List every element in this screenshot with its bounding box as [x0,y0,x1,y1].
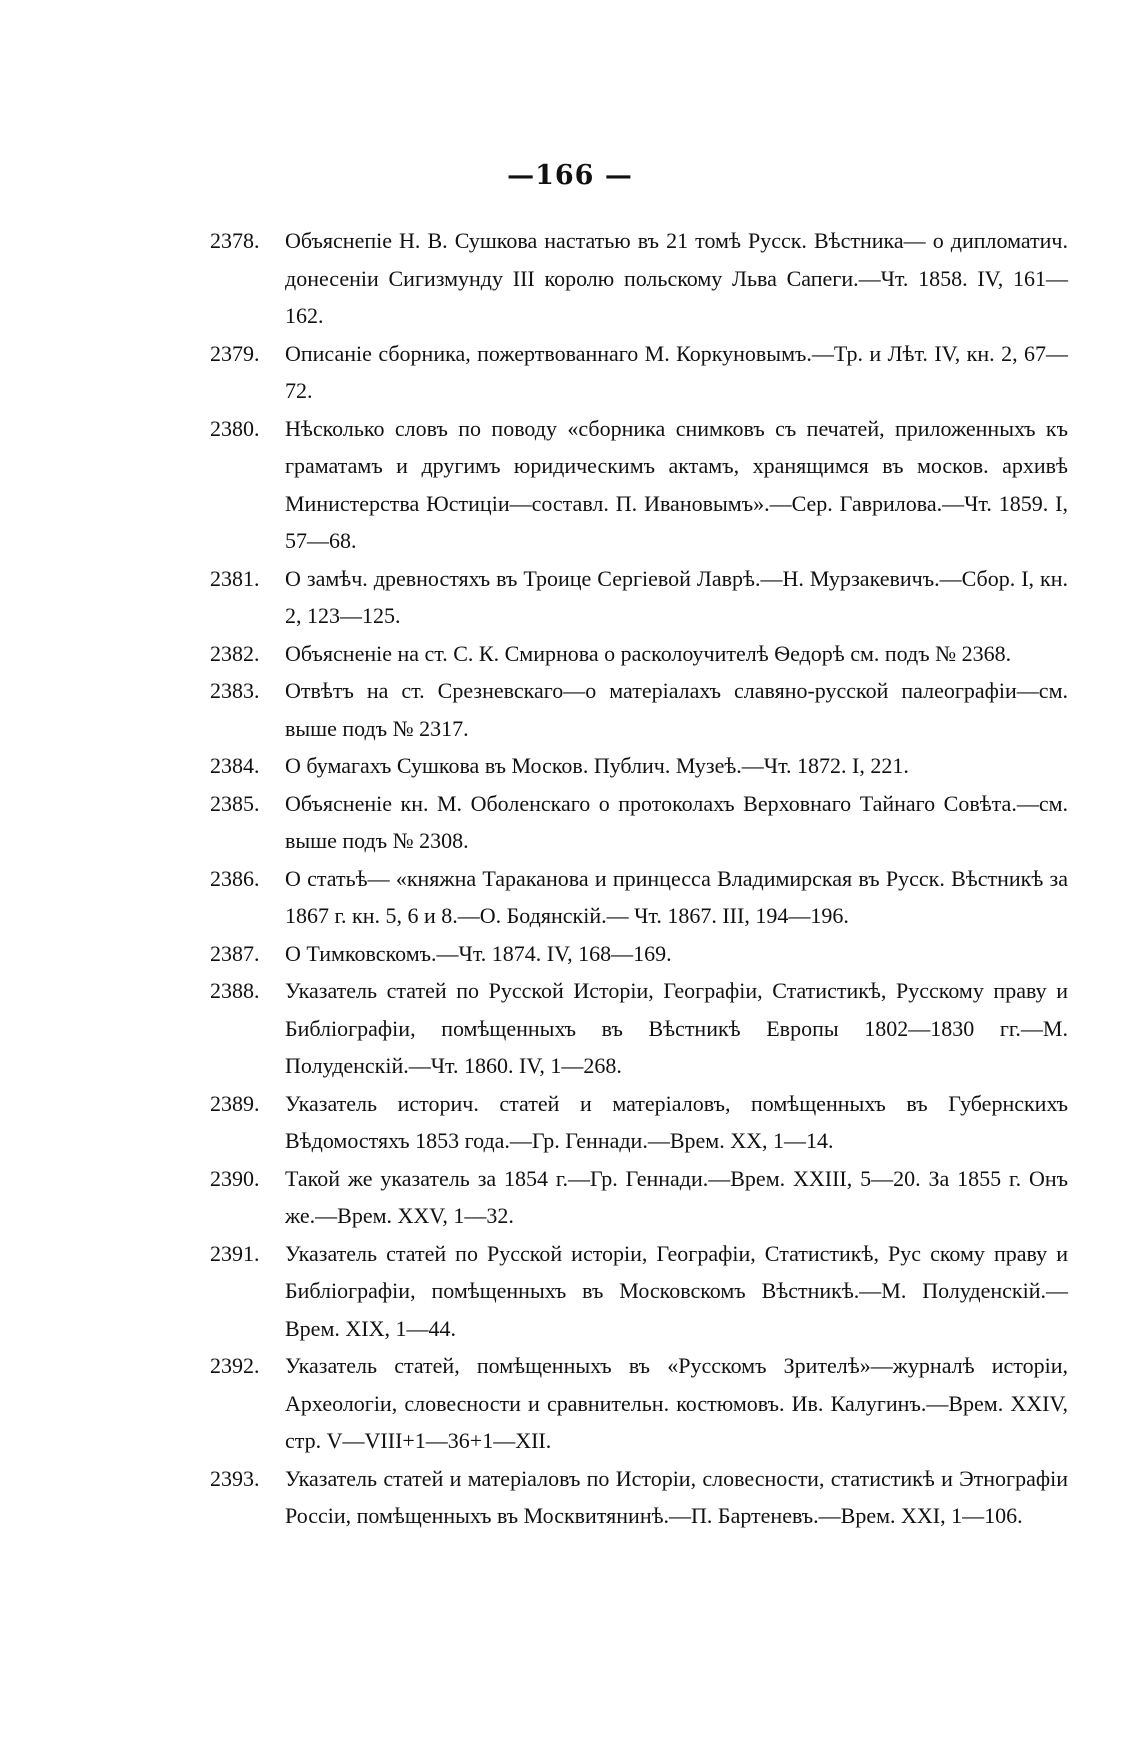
entry-number: 2384. [210,753,260,778]
entry-text: Указатель статей по Русской исторіи, Географіи, Статистикѣ, Рус скому праву и Библіографіи, помѣщенныхъ въ Московскомъ Вѣстникѣ.—М. Полуденскій.—Врем. XIX, 1—44. [285,1240,1068,1341]
entry-text: Объясненіе кн. М. Оболенскаго о протоколахъ Верховнаго Тайнаго Совѣта.—см. выше подъ № 2308. [285,790,1068,853]
entry-text: Указатель статей, помѣщенныхъ въ «Русскомъ Зрителѣ»—журналѣ исторіи, Археологіи, словесности и сравнительн. костюмовъ. Ив. Калугинъ.—Врем. XXIV, стр. V—VIII+1—36+1—XII. [285,1353,1068,1453]
list-item [210,785,1068,860]
list-item [210,747,1068,785]
entry-number: 2389. [210,1090,260,1116]
entry-number: 2392. [210,1353,260,1378]
list-item [210,1235,1068,1348]
list-item [210,935,1068,973]
entry-text: Объясненіе на ст. С. К. Смирнова о расколоучителѣ Ѳедорѣ см. подъ № 2368. [285,640,1012,666]
entry-number: 2381. [210,565,260,591]
list-item [210,335,1068,410]
entry-number: 2386. [210,865,260,891]
entry-text: Такой же указатель за 1854 г.—Гр. Геннади.—Врем. XXIII, 5—20. За 1855 г. Онъ же.—Врем. XXV, 1—32. [285,1165,1068,1228]
entry-text: Нѣсколько словъ по поводу «сборника снимковъ съ печатей, приложенныхъ къ граматамъ и другимъ юридическимъ актамъ, хранящимся въ москов. архивѣ Министерства Юстиціи—составл. П. Ивановымъ».—Сер. Гаврилова.—Чт. 1859. I, 57—68. [285,415,1068,553]
entry-number: 2378. [210,228,260,253]
page-number: —166 — [507,160,633,191]
entry-number: 2391. [210,1240,260,1266]
entry-number: 2379. [210,340,260,366]
list-item [210,1160,1068,1235]
list-item [210,1085,1068,1160]
entry-text: Описаніе сборника, пожертвованнаго М. Коркуновымъ.—Тр. и Лѣт. IV, кн. 2, 67—72. [285,340,1068,403]
entry-text: Отвѣтъ на ст. Срезневскаго—о матеріалахъ славяно-русской палеографіи—см. выше подъ № 2317. [285,678,1068,741]
list-item [210,972,1068,1085]
entry-number: 2380. [210,415,260,441]
entry-text: Указатель статей по Русской Исторіи, Географіи, Статистикѣ, Русскому праву и Библіографіи, помѣщенныхъ въ Вѣстникѣ Европы 1802—1830 гг.—М. Полуденскій.—Чт. 1860. IV, 1—268. [285,978,1068,1078]
entry-number: 2388. [210,978,260,1003]
entry-text: О статьѣ— «княжна Тараканова и принцесса Владимирская въ Русск. Вѣстникѣ за 1867 г. кн. 5, 6 и 8.—О. Бодянскій.— Чт. 1867. III, 194—196. [285,865,1068,928]
list-item [210,1347,1068,1460]
entry-text: Указатель историч. статей и матеріаловъ, помѣщенныхъ въ Губернскихъ Вѣдомостяхъ 1853 года.—Гр. Геннади.—Врем. XX, 1—14. [285,1090,1068,1153]
entry-text: О замѣч. древностяхъ въ Троице Сергіевой Лаврѣ.—Н. Мурзакевичъ.—Сбор. I, кн. 2, 123—125. [285,565,1068,628]
list-item [210,1460,1068,1535]
list-item [210,672,1068,747]
bibliography-list [210,222,1068,1535]
entry-number: 2393. [210,1465,260,1491]
list-item [210,635,1068,673]
entry-number: 2390. [210,1165,260,1191]
entry-number: 2387. [210,940,260,966]
entry-number: 2385. [210,790,260,816]
entry-number: 2383. [210,678,260,703]
entry-text: О бумагахъ Сушкова въ Москов. Публич. Музеѣ.—Чт. 1872. I, 221. [285,753,909,778]
list-item [210,860,1068,935]
entry-number: 2382. [210,640,260,666]
entry-text: О Тимковскомъ.—Чт. 1874. IV, 168—169. [285,940,672,966]
list-item [210,222,1068,335]
list-item [210,410,1068,560]
entry-text: Объяснепіе Н. В. Сушкова настатью въ 21 томѣ Русск. Вѣстника— о дипломатич. донесеніи Сигизмунду III королю польскому Льва Сапеги.—Чт. 1858. IV, 161—162. [285,228,1068,328]
entry-text: Указатель статей и матеріаловъ по Исторіи, словесности, статистикѣ и Этнографіи Россіи, помѣщенныхъ въ Москвитянинѣ.—П. Бартеневъ.—Врем. XXI, 1—106. [285,1465,1068,1528]
list-item [210,560,1068,635]
